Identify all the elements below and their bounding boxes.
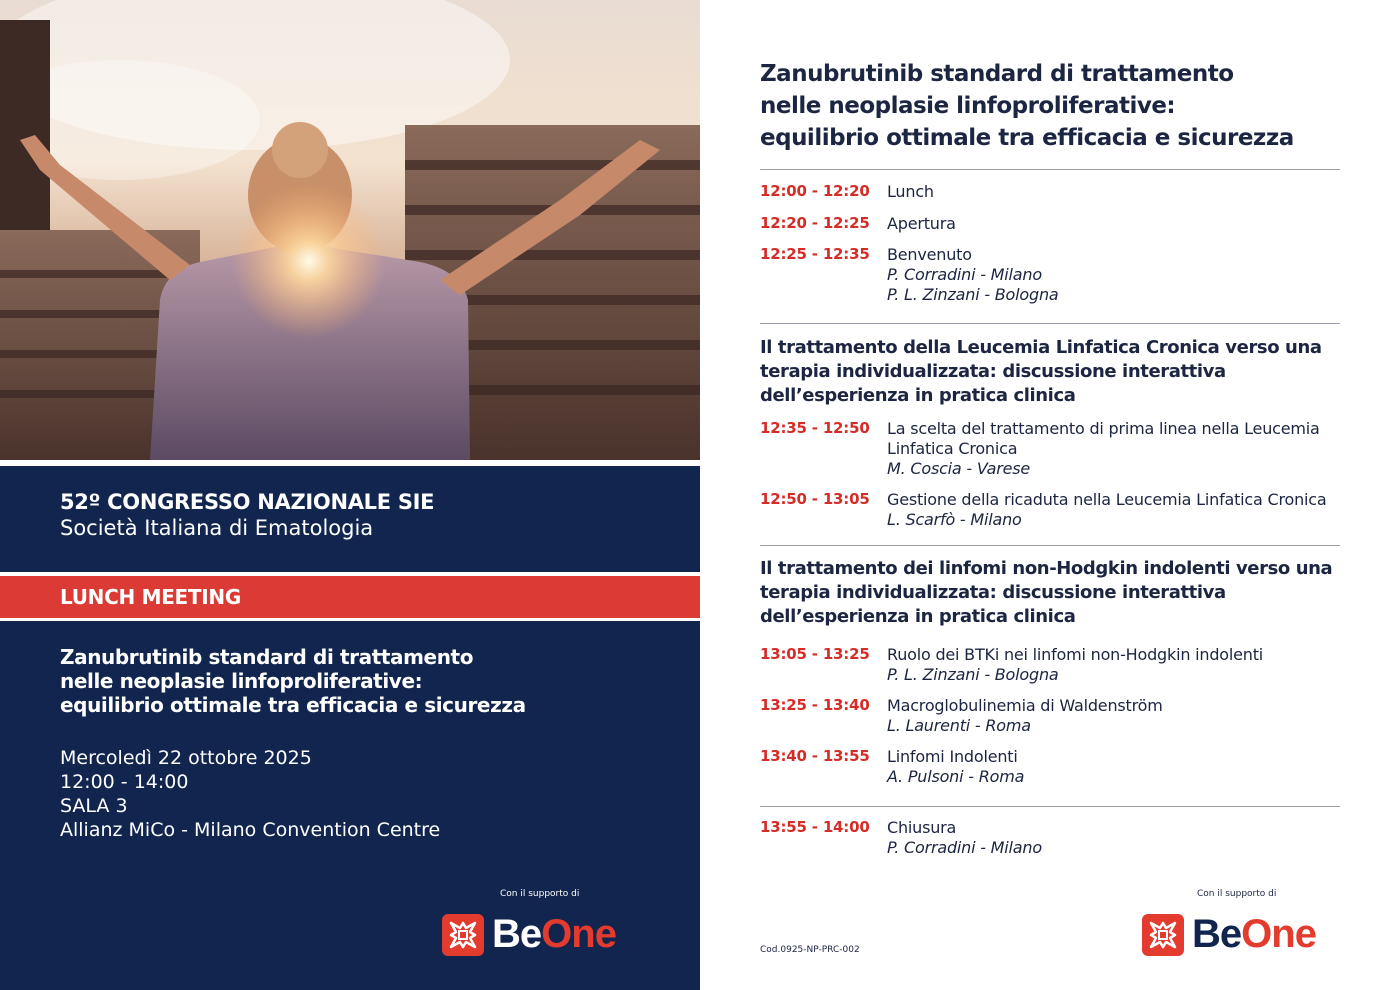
event-date: Mercoledì 22 ottobre 2025 <box>60 747 312 769</box>
agenda-speaker: P. Corradini - Milano <box>887 838 1042 857</box>
agenda-time: 13:05 - 13:25 <box>760 645 870 663</box>
agenda-speaker: P. L. Zinzani - Bologna <box>887 285 1059 304</box>
program-title-line: nelle neoplasie linfoproliferative: <box>760 93 1176 119</box>
logo-one: One <box>1241 912 1316 956</box>
logo-one: One <box>541 912 616 956</box>
event-room: SALA 3 <box>60 795 128 817</box>
beone-logo <box>1142 912 1316 957</box>
agenda-desc: Linfomi Indolenti <box>887 747 1018 766</box>
meeting-title <box>60 645 620 717</box>
meeting-title-line: Zanubrutinib standard di trattamento <box>60 645 474 669</box>
event-info <box>60 746 440 842</box>
agenda-desc: Macroglobulinemia di Waldenström <box>887 696 1163 715</box>
program-title-line: Zanubrutinib standard di trattamento <box>760 61 1234 87</box>
right-panel <box>700 0 1400 990</box>
agenda-time: 12:35 - 12:50 <box>760 419 870 437</box>
agenda-desc-block <box>887 747 1352 787</box>
agenda-desc: Chiusura <box>887 818 957 837</box>
congress-subtitle: Società Italiana di Ematologia <box>60 516 374 540</box>
agenda-desc-block <box>887 645 1352 685</box>
section-title: Il trattamento dei linfomi non-Hodgkin indolenti verso una terapia individualizzata: discussione interattiva dell’esperienza in pratica clinica <box>760 558 1333 627</box>
agenda-desc: Gestione della ricaduta nella Leucemia Linfatica Cronica <box>887 490 1327 509</box>
logo-be: Be <box>492 912 542 956</box>
agenda-desc-block <box>887 419 1352 479</box>
logo-be: Be <box>1192 912 1242 956</box>
agenda-time: 12:50 - 13:05 <box>760 490 870 508</box>
section-divider <box>760 545 1340 546</box>
program-title <box>760 58 1360 154</box>
agenda-desc: Ruolo dei BTKi nei linfomi non-Hodgkin indolenti <box>887 645 1264 664</box>
agenda-desc: Benvenuto <box>887 245 972 264</box>
agenda-speaker: A. Pulsoni - Roma <box>887 767 1025 786</box>
agenda-desc-block <box>887 490 1352 530</box>
agenda-speaker: L. Scarfò - Milano <box>887 510 1022 529</box>
section-divider <box>760 806 1340 807</box>
meeting-type-label: LUNCH MEETING <box>60 585 241 609</box>
meeting-title-line: nelle neoplasie linfoproliferative: <box>60 669 423 693</box>
beone-logo <box>442 912 616 957</box>
agenda-time: 13:25 - 13:40 <box>760 696 870 714</box>
photo-separator <box>0 460 700 466</box>
agenda-desc: Apertura <box>887 214 956 233</box>
agenda-speaker: P. Corradini - Milano <box>887 265 1042 284</box>
agenda-time: 12:25 - 12:35 <box>760 245 870 263</box>
congress-title: 52º CONGRESSO NAZIONALE SIE <box>60 490 435 514</box>
agenda-time: 13:55 - 14:00 <box>760 818 870 836</box>
event-venue: Allianz MiCo - Milano Convention Centre <box>60 819 441 841</box>
agenda-desc-block <box>887 245 1352 305</box>
beone-logo-icon <box>1142 914 1184 956</box>
person-sunset-photo <box>0 0 700 460</box>
beone-logo-icon <box>442 914 484 956</box>
document-code: Cod.0925-NP-PRC-002 <box>760 945 860 955</box>
beone-logo-text <box>492 912 616 957</box>
agenda-time: 12:00 - 12:20 <box>760 182 870 200</box>
program-title-line: equilibrio ottimale tra efficacia e sicurezza <box>760 125 1294 151</box>
support-label: Con il supporto di <box>1197 889 1277 899</box>
section-divider <box>760 169 1340 170</box>
event-time: 12:00 - 14:00 <box>60 771 189 793</box>
agenda-time: 13:40 - 13:55 <box>760 747 870 765</box>
agenda-desc-block <box>887 818 1352 858</box>
divider-line <box>0 618 700 621</box>
agenda-speaker: P. L. Zinzani - Bologna <box>887 665 1059 684</box>
beone-logo-text <box>1192 912 1316 957</box>
section-title: Il trattamento della Leucemia Linfatica Cronica verso una terapia individualizzata: discussione interattiva dell’esperienza in pratica clinica <box>760 337 1322 406</box>
agenda-desc: La scelta del trattamento di prima linea nella Leucemia Linfatica Cronica <box>887 419 1320 458</box>
agenda-time: 12:20 - 12:25 <box>760 214 870 232</box>
section-divider <box>760 323 1340 324</box>
agenda-desc-block <box>887 696 1352 736</box>
congress-block <box>60 490 434 540</box>
meeting-title-line: equilibrio ottimale tra efficacia e sicurezza <box>60 693 526 717</box>
meeting-type-banner <box>0 576 700 618</box>
agenda-desc: Lunch <box>887 182 934 201</box>
agenda-speaker: L. Laurenti - Roma <box>887 716 1031 735</box>
cover-photo <box>0 0 700 460</box>
support-label: Con il supporto di <box>500 889 580 899</box>
agenda-speaker: M. Coscia - Varese <box>887 459 1030 478</box>
